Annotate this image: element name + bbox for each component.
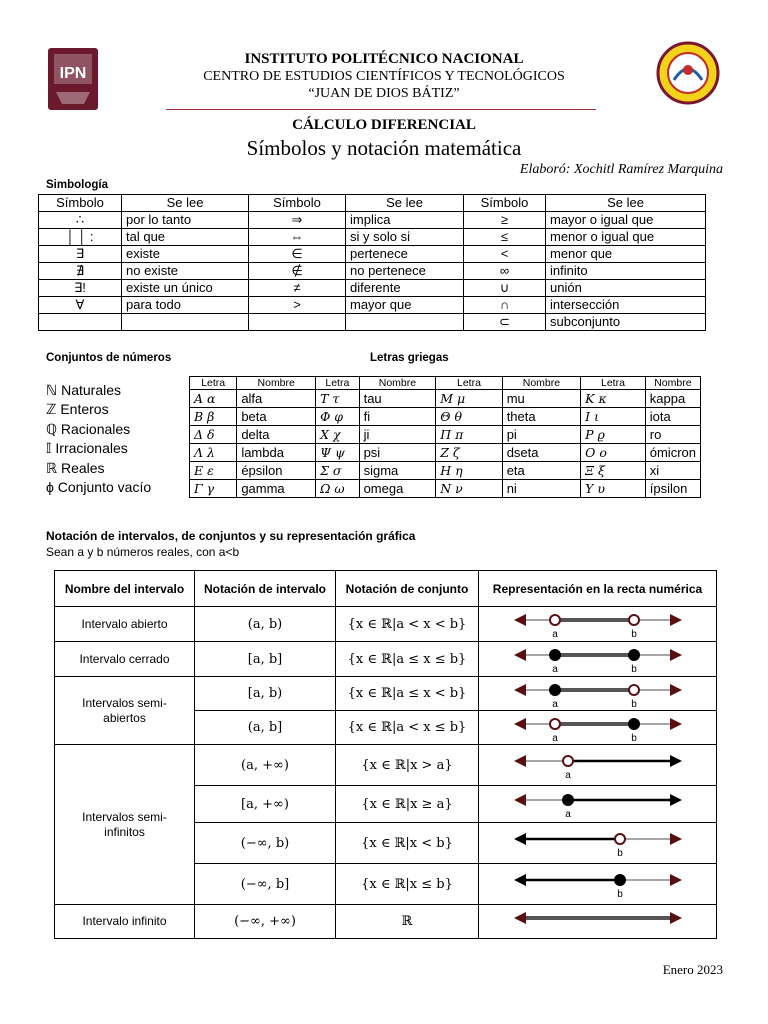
greek-name-cell: dseta: [502, 444, 580, 462]
number-line-cell: [479, 823, 717, 864]
interval-notation: (−∞, b]: [195, 864, 336, 905]
label-b: b: [616, 889, 623, 900]
greek-name-cell: omega: [359, 480, 436, 498]
greek-header-cell: Letra: [436, 377, 502, 390]
symbol-cell: ∩: [464, 297, 546, 314]
symbol-cell: ∉: [249, 263, 346, 280]
label-a: a: [551, 664, 558, 675]
subject-title: CÁLCULO DIFERENCIAL: [292, 117, 476, 133]
arrow-left-icon: [514, 684, 526, 696]
greek-letter-cell: Ξ ξ: [581, 462, 646, 480]
greek-name-cell: ji: [359, 426, 436, 444]
number-set-item: 𝕀 Irracionales: [46, 440, 128, 457]
symbol-cell: ∞: [464, 263, 546, 280]
arrow-right-icon: [670, 794, 682, 806]
intervals-header-row: [55, 571, 717, 607]
interval-name: Intervalo cerrado: [79, 651, 170, 666]
set-notation: {x ∈ ℝ|a < x < b}: [336, 607, 479, 642]
reading-cell: existe un único: [122, 280, 249, 297]
greek-row: [190, 408, 701, 426]
arrow-right-icon: [670, 718, 682, 730]
label-b: b: [630, 732, 637, 744]
set-notation: {x ∈ ℝ|x ≤ b}: [336, 864, 479, 905]
greek-letter-cell: Σ σ: [316, 462, 360, 480]
greek-header-cell: Nombre: [502, 377, 580, 390]
symbol-cell: [249, 314, 346, 331]
endpoint-b: [629, 719, 639, 729]
number-line-cell: [479, 745, 717, 786]
intervals-title: Notación de intervalos, de conjuntos y su representación gráfica: [46, 529, 416, 543]
reading-cell: mayor o igual que: [546, 212, 706, 229]
symbology-row: [39, 314, 706, 331]
symbology-header-cell: Símbolo: [249, 195, 346, 212]
symbol-cell: ∀: [39, 297, 122, 314]
interval-notation: (a, b]: [195, 711, 336, 745]
interval-notation: [a, b): [195, 677, 336, 711]
greek-header-cell: Nombre: [237, 377, 316, 390]
endpoint-a: [563, 795, 573, 805]
number-set-item: ℝ Reales: [46, 459, 105, 476]
symbol-cell: │ │ :: [39, 229, 122, 246]
arrow-right-icon: [670, 755, 682, 767]
page-title: Símbolos y notación matemática: [246, 136, 522, 160]
greek-letter-cell: Θ θ: [436, 408, 502, 426]
greek-row: [190, 390, 701, 408]
number-line-cell: [479, 864, 717, 905]
arrow-left-icon: [514, 718, 526, 730]
symbology-header-cell: Símbolo: [464, 195, 546, 212]
number-sets-list: [46, 381, 151, 497]
interval-notation: (a, +∞): [195, 745, 336, 786]
interval-name-cell: [55, 745, 195, 905]
greek-name-cell: ro: [645, 426, 700, 444]
number-line-cell: [479, 905, 717, 939]
intervals-header-cell: Notación de conjunto: [336, 571, 479, 607]
interval-name-cell: [55, 642, 195, 677]
greek-letter-cell: Τ τ: [316, 390, 360, 408]
greek-header-cell: Letra: [316, 377, 360, 390]
interval-row: [55, 745, 717, 786]
symbology-row: [39, 246, 706, 263]
greek-name-cell: kappa: [645, 390, 700, 408]
reading-cell: por lo tanto: [122, 212, 249, 229]
greek-name-cell: iota: [645, 408, 700, 426]
greek-name-cell: theta: [502, 408, 580, 426]
reading-cell: diferente: [346, 280, 464, 297]
greek-name-cell: lambda: [237, 444, 316, 462]
symbol-cell: [39, 314, 122, 331]
number-sets-title: Conjuntos de números: [46, 352, 172, 364]
greek-name-cell: mu: [502, 390, 580, 408]
number-line: [508, 788, 688, 820]
center-name: CENTRO DE ESTUDIOS CIENTÍFICOS Y TECNOLÓGICOS: [203, 69, 565, 84]
symbol-cell: ⇔: [249, 229, 346, 246]
ipn-logo-text: IPN: [59, 65, 87, 82]
set-notation: {x ∈ ℝ|a ≤ x < b}: [336, 677, 479, 711]
arrow-right-icon: [670, 614, 682, 626]
intervals-header-cell: Representación en la recta numérica: [479, 571, 717, 607]
greek-header-cell: Letra: [581, 377, 646, 390]
greek-name-cell: épsilon: [237, 462, 316, 480]
set-notation: {x ∈ ℝ|x ≥ a}: [336, 786, 479, 823]
symbology-header-cell: Se lee: [546, 195, 706, 212]
label-b: b: [616, 848, 623, 859]
label-a: a: [551, 732, 558, 744]
reading-cell: infinito: [546, 263, 706, 280]
symbology-row: [39, 212, 706, 229]
greek-letter-cell: Ε ε: [190, 462, 237, 480]
arrow-right-icon: [670, 833, 682, 845]
arrow-right-icon: [670, 684, 682, 696]
symbol-cell: ∴: [39, 212, 122, 229]
greek-letter-cell: Δ δ: [190, 426, 237, 444]
greek-letter-cell: Ω ω: [316, 480, 360, 498]
greek-row: [190, 480, 701, 498]
greek-row: [190, 426, 701, 444]
greek-header-cell: Nombre: [645, 377, 700, 390]
greek-letter-cell: Α α: [190, 390, 237, 408]
greek-letter-cell: Ν ν: [436, 480, 502, 498]
label-b: b: [630, 698, 637, 710]
greek-table: [189, 376, 701, 498]
greek-letter-cell: Π π: [436, 426, 502, 444]
number-line: [508, 749, 688, 781]
school-name: “JUAN DE DIOS BÁTIZ”: [308, 86, 460, 101]
label-a: a: [564, 809, 571, 820]
endpoint-b: [629, 650, 639, 660]
reading-cell: pertenece: [346, 246, 464, 263]
set-notation: {x ∈ ℝ|a < x ≤ b}: [336, 711, 479, 745]
greek-letter-cell: Χ χ: [316, 426, 360, 444]
arrow-left-icon: [514, 794, 526, 806]
symbol-cell: ⊂: [464, 314, 546, 331]
interval-row: [55, 607, 717, 642]
greek-letter-cell: Μ μ: [436, 390, 502, 408]
label-a: a: [564, 770, 571, 781]
greek-letter-cell: Ι ι: [581, 408, 646, 426]
endpoint-a: [550, 685, 560, 695]
reading-cell: menor que: [546, 246, 706, 263]
number-line-cell: [479, 642, 717, 677]
endpoint-a: [550, 615, 560, 625]
arrow-left-icon: [514, 874, 526, 886]
interval-name-cell: [55, 607, 195, 642]
greek-row: [190, 444, 701, 462]
symbology-row: [39, 280, 706, 297]
symbology-row: [39, 229, 706, 246]
greek-name-cell: alfa: [237, 390, 316, 408]
reading-cell: intersección: [546, 297, 706, 314]
number-set-item: ℕ Naturales: [46, 382, 122, 398]
greek-title: Letras griegas: [370, 352, 449, 364]
greek-row: [190, 462, 701, 480]
symbol-cell: >: [249, 297, 346, 314]
symbology-header-cell: Se lee: [346, 195, 464, 212]
greek-name-cell: sigma: [359, 462, 436, 480]
symbol-cell: ≤: [464, 229, 546, 246]
number-line: [508, 643, 688, 675]
endpoint-b: [629, 685, 639, 695]
arrow-left-icon: [514, 614, 526, 626]
number-line-cell: [479, 711, 717, 745]
greek-header-row: [190, 377, 701, 390]
greek-name-cell: ni: [502, 480, 580, 498]
number-line-cell: [479, 677, 717, 711]
interval-name: Intervalos semi-abiertos: [82, 695, 167, 725]
symbol-cell: ∃: [39, 246, 122, 263]
label-a: a: [551, 698, 558, 710]
reading-cell: [346, 314, 464, 331]
arrow-right-icon: [670, 649, 682, 661]
greek-name-cell: ípsilon: [645, 480, 700, 498]
number-line: [508, 868, 688, 900]
interval-name: Intervalos semi-infinitos: [82, 809, 167, 839]
greek-name-cell: beta: [237, 408, 316, 426]
greek-name-cell: xi: [645, 462, 700, 480]
symbology-row: [39, 297, 706, 314]
reading-cell: no existe: [122, 263, 249, 280]
institution-name: INSTITUTO POLITÉCNICO NACIONAL: [244, 51, 524, 67]
endpoint-a: [550, 719, 560, 729]
greek-letter-cell: Φ φ: [316, 408, 360, 426]
greek-name-cell: eta: [502, 462, 580, 480]
greek-letter-cell: Λ λ: [190, 444, 237, 462]
endpoint-b: [629, 615, 639, 625]
endpoint-a: [550, 650, 560, 660]
greek-name-cell: tau: [359, 390, 436, 408]
greek-letter-cell: Κ κ: [581, 390, 646, 408]
greek-header-cell: Nombre: [359, 377, 436, 390]
endpoint-b: [615, 875, 625, 885]
interval-name-cell: [55, 905, 195, 939]
set-notation: ℝ: [336, 905, 479, 939]
interval-name-cell: [55, 677, 195, 745]
greek-name-cell: psi: [359, 444, 436, 462]
greek-name-cell: pi: [502, 426, 580, 444]
header-rule: [166, 109, 596, 110]
reading-cell: mayor que: [346, 297, 464, 314]
symbology-header-cell: Símbolo: [39, 195, 122, 212]
symbol-cell: <: [464, 246, 546, 263]
reading-cell: tal que: [122, 229, 249, 246]
symbol-cell: ≥: [464, 212, 546, 229]
reading-cell: implica: [346, 212, 464, 229]
reading-cell: subconjunto: [546, 314, 706, 331]
reading-cell: unión: [546, 280, 706, 297]
reading-cell: para todo: [122, 297, 249, 314]
label-b: b: [630, 629, 637, 640]
greek-header-cell: Letra: [190, 377, 237, 390]
symbol-cell: ∄: [39, 263, 122, 280]
arrow-left-icon: [514, 755, 526, 767]
reading-cell: no pertenece: [346, 263, 464, 280]
arrow-right-icon: [670, 874, 682, 886]
symbol-cell: ∪: [464, 280, 546, 297]
greek-letter-cell: Ψ ψ: [316, 444, 360, 462]
greek-name-cell: ómicron: [645, 444, 700, 462]
symbology-header-row: [39, 195, 706, 212]
greek-letter-cell: Ο ο: [581, 444, 646, 462]
reading-cell: menor o igual que: [546, 229, 706, 246]
endpoint-a: [563, 756, 573, 766]
set-notation: {x ∈ ℝ|x > a}: [336, 745, 479, 786]
footer-date: Enero 2023: [662, 962, 723, 977]
symbology-row: [39, 263, 706, 280]
interval-row: [55, 642, 717, 677]
interval-notation: [a, b]: [195, 642, 336, 677]
greek-letter-cell: Β β: [190, 408, 237, 426]
greek-letter-cell: Ρ ϱ: [581, 426, 646, 444]
number-line: [508, 906, 688, 938]
symbology-table: [38, 194, 706, 331]
greek-letter-cell: Γ γ: [190, 480, 237, 498]
label-a: a: [551, 629, 558, 640]
symbol-cell: ∈: [249, 246, 346, 263]
greek-name-cell: fi: [359, 408, 436, 426]
greek-letter-cell: Ζ ζ: [436, 444, 502, 462]
interval-notation: (−∞, b): [195, 823, 336, 864]
number-line-cell: [479, 786, 717, 823]
arrow-left-icon: [514, 649, 526, 661]
interval-row: [55, 905, 717, 939]
intervals-header-cell: Nombre del intervalo: [55, 571, 195, 607]
reading-cell: si y solo si: [346, 229, 464, 246]
interval-notation: (−∞, +∞): [195, 905, 336, 939]
greek-letter-cell: Υ υ: [581, 480, 646, 498]
reading-cell: [122, 314, 249, 331]
interval-notation: (a, b): [195, 607, 336, 642]
interval-row: [55, 677, 717, 711]
number-line: [508, 712, 688, 744]
greek-letter-cell: Η η: [436, 462, 502, 480]
number-set-item: ϕ Conjunto vacío: [46, 478, 152, 495]
arrow-left-icon: [514, 833, 526, 845]
symbol-cell: ≠: [249, 280, 346, 297]
set-notation: {x ∈ ℝ|x < b}: [336, 823, 479, 864]
endpoint-b: [615, 834, 625, 844]
interval-name: Intervalo abierto: [81, 616, 168, 631]
arrow-right-icon: [670, 912, 682, 924]
intervals-header-cell: Notación de intervalo: [195, 571, 336, 607]
arrow-left-icon: [514, 912, 526, 924]
number-line: [508, 678, 688, 710]
symbol-cell: ∃!: [39, 280, 122, 297]
interval-name: Intervalo infinito: [82, 914, 167, 928]
set-notation: {x ∈ ℝ|a ≤ x ≤ b}: [336, 642, 479, 677]
number-line: [508, 608, 688, 640]
greek-name-cell: delta: [237, 426, 316, 444]
symbol-cell: ⇒: [249, 212, 346, 229]
number-set-item: ℚ Racionales: [46, 420, 131, 437]
number-line-cell: [479, 607, 717, 642]
intervals-subtitle: Sean a y b números reales, con a<b: [46, 545, 240, 559]
greek-name-cell: gamma: [237, 480, 316, 498]
number-line: [508, 827, 688, 859]
number-set-item: ℤ Enteros: [46, 401, 109, 418]
reading-cell: existe: [122, 246, 249, 263]
author: Elaboró: Xochitl Ramírez Marquina: [519, 162, 723, 177]
intervals-table: [54, 570, 717, 939]
interval-notation: [a, +∞): [195, 786, 336, 823]
label-b: b: [630, 664, 637, 675]
symbology-header-cell: Se lee: [122, 195, 249, 212]
symbology-title: Simbología: [46, 179, 108, 191]
